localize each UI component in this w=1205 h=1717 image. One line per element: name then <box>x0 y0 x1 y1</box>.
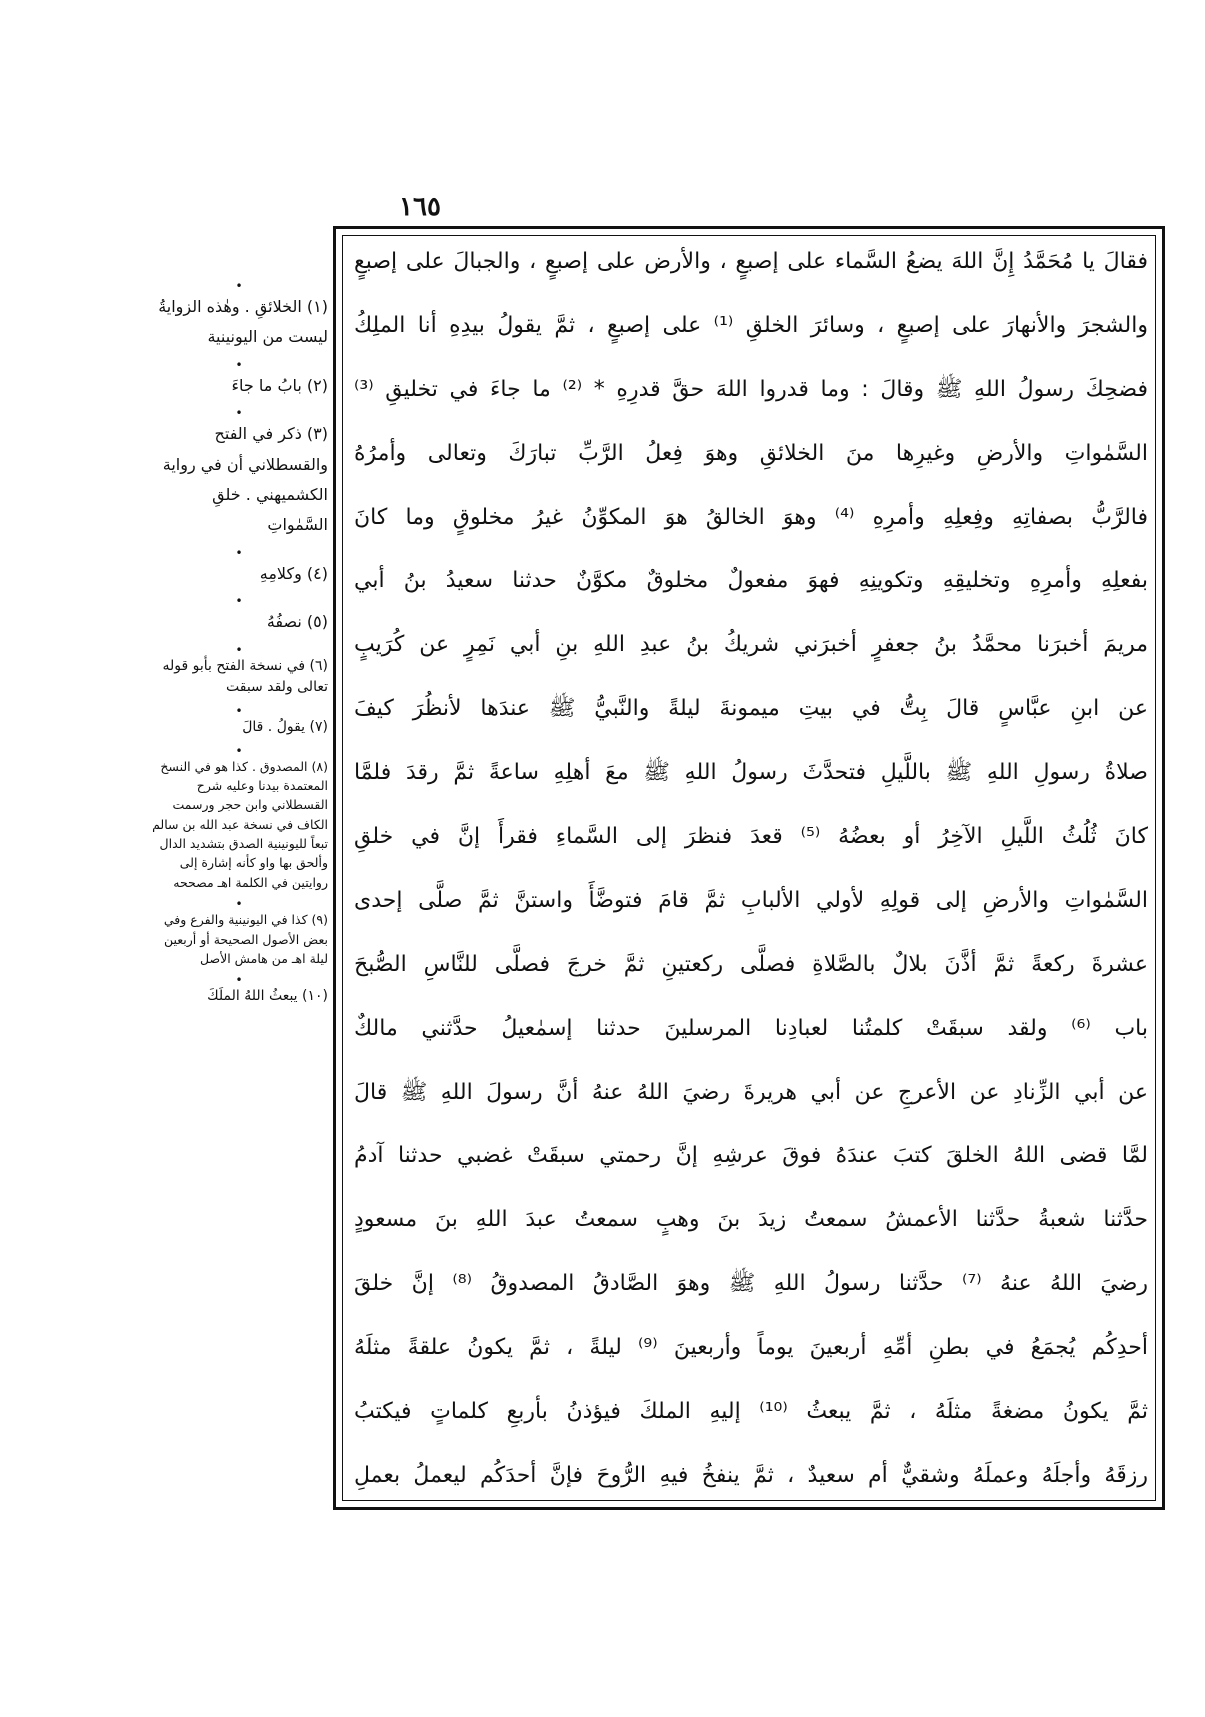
page-number: ١٦٥ <box>399 192 441 222</box>
note-separator-mark: • <box>235 973 243 988</box>
main-text-line-content: السَّمٰواتِ والأرضِ وغيرِها منَ الخلائقِ وهوَ فِعلُ الرَّبِّ تبارَكَ وتعالى وأمرُهُ <box>354 440 1148 466</box>
main-text-line <box>354 942 1148 988</box>
main-text-line-content: عن ابنِ عبَّاسٍ قالَ بِتُّ في بيتِ ميمونةَ ليلةً والنَّبيُّ ﷺ عندَها لأنظُرَ كيفَ <box>354 696 1148 722</box>
main-text-line-content: بفعلِهِ وأمرِهِ وتخليقِهِ وتكوينِهِ فهوَ مفعولٌ مخلوقٌ مكوَّنٌ حدثنا سعيدُ بنُ أبي <box>354 568 1148 594</box>
margin-note: (٨) المصدوق . كذا هو في النسخ المعتمدة بيدنا وعليه شرح القسطلاني وابن حجر ورسمت الكاف في نسخة عبد الله بن سالم تبعاً لليونينية الصدق بتشديد الدال وألحق بها واو كأنه إشارة إلى روايتين في الكلمة اهـ مصححه <box>152 758 328 890</box>
main-text-line-content: عشرةَ ركعةً ثمَّ أذَّنَ بلالٌ بالصَّلاةِ فصلَّى ركعتينِ ثمَّ خرجَ فصلَّى للنَّاسِ الصُّبحَ <box>354 951 1148 977</box>
main-text-line <box>354 1325 1148 1371</box>
main-text-line-content: مريمَ أخبرَنا محمَّدُ بنُ جعفرٍ أخبرَني شريكُ بنُ عبدِ اللهِ بنِ أبي نَمِرٍ عن كُرَيبٍ <box>354 632 1148 658</box>
main-text-line-content: فقالَ يا مُحَمَّدُ إِنَّ اللهَ يضعُ السَّماء على إصبعٍ ، والأرض على إصبعٍ ، والجبالَ على إصبعٍ <box>354 249 1148 274</box>
note-separator-mark: • <box>235 642 243 657</box>
note-separator-mark: • <box>235 357 243 372</box>
margin-notes <box>150 280 328 1014</box>
main-text-line-content: السَّمٰواتِ والأرضِ إلى قولِهِ لأولي الألبابِ ثمَّ قامَ فتوضَّأَ واستنَّ ثمَّ صلَّى إحدى <box>354 887 1148 913</box>
note-separator-mark: • <box>235 897 243 912</box>
main-text-block <box>354 239 1148 1499</box>
margin-note: (٤) وكلامِهِ <box>259 563 328 583</box>
note-separator-mark: • <box>235 703 243 718</box>
note-separator-mark: • <box>235 545 243 560</box>
main-text-line-content: رزقَهُ وأجلَهُ وعملَهُ وشقيٌّ أم سعيدٌ ، ثمَّ ينفخُ فيهِ الرُّوحَ فإنَّ أحدَكُم ليعملُ بعملِ <box>354 1462 1148 1488</box>
main-text-line-content: فالرَّبُّ بصفاتِهِ وفِعلِهِ وأمرِهِ ⁽⁴⁾ وهوَ الخالقُ هوَ المكوِّنُ غيرُ مخلوقٍ وما كانَ <box>354 504 1148 530</box>
margin-note: (٩) كذا في اليونينية والفرع وفي بعض الأصول الصحيحة أو أربعين ليلة اهـ من هامش الأصل <box>163 912 328 966</box>
main-text-line <box>354 1070 1148 1116</box>
main-text-line <box>354 1453 1148 1499</box>
main-text-line-content: صلاةُ رسولِ اللهِ ﷺ باللَّيلِ فتحدَّثَ رسولُ اللهِ ﷺ معَ أهلِهِ ساعةً ثمَّ رقدَ فلمَّا <box>354 760 1148 786</box>
margin-note: (٢) بابُ ما جاءَ <box>231 375 328 395</box>
main-text-line-content: أحدِكُم يُجمَعُ في بطنِ أمِّهِ أربعينَ يوماً وأربعينَ ⁽⁹⁾ ليلةً ، ثمَّ يكونُ علقةً مثلَهُ <box>354 1335 1148 1361</box>
main-text-line <box>354 1133 1148 1179</box>
main-text-line-content: كانَ ثُلُثُ اللَّيلِ الآخِرُ أو بعضُهُ ⁽⁵⁾ قعدَ فنظرَ إلى السَّماءِ فقرأَ إنَّ في خلقِ <box>354 824 1148 850</box>
margin-note: (١٠) يبعثُ اللهُ الملَكَ <box>207 988 328 1005</box>
main-text-line <box>354 1261 1148 1307</box>
main-text-line-content: باب ⁽⁶⁾ ولقد سبقَتْ كلمتُنا لعبادِنا المرسلينَ حدثنا إسمٰعيلُ حدَّثني مالكٌ <box>354 1015 1148 1041</box>
main-text-line <box>354 622 1148 668</box>
main-text-line <box>354 814 1148 860</box>
main-text-line <box>354 686 1148 732</box>
margin-note: (١) الخلائقِ . وهٰذه الزوايةُ ليست من اليونينية <box>158 297 328 347</box>
main-text-line <box>354 239 1148 285</box>
main-text-line <box>354 878 1148 924</box>
main-text-line-content: حدَّثنا شعبةُ حدَّثنا الأعمشُ سمعتُ زيدَ بنَ وهبٍ سمعتُ عبدَ اللهِ بنَ مسعودٍ <box>354 1207 1148 1233</box>
main-text-line <box>354 750 1148 796</box>
margin-note: (٣) ذكر في الفتح والقسطلاني أن في رواية الكشميهني . خلقِ السَّمٰواتِ <box>162 424 328 535</box>
main-text-line-content: رضيَ اللهُ عنهُ ⁽⁷⁾ حدَّثنا رسولُ اللهِ ﷺ وهوَ الصَّادقُ المصدوقُ ⁽⁸⁾ إنَّ خلقَ <box>354 1271 1148 1297</box>
note-separator-mark: • <box>235 279 243 293</box>
main-text-line <box>354 558 1148 604</box>
margin-note: (٦) في نسخة الفتح بأبو قوله تعالى ولقد سبقت <box>162 657 328 696</box>
main-text-line <box>354 367 1148 413</box>
main-text-line <box>354 1389 1148 1435</box>
note-separator-mark: • <box>235 594 243 609</box>
main-text-line-content: عن أبي الزِّنادِ عن الأعرجِ عن أبي هريرةَ رضيَ اللهُ عنهُ أنَّ رسولَ اللهِ ﷺ قالَ <box>354 1079 1148 1105</box>
margin-note: (٧) يقولُ . قالَ <box>242 718 328 735</box>
main-text-line <box>354 303 1148 349</box>
main-text-line-content: والشجرَ والأنهارَ على إصبعٍ ، وسائرَ الخلقِ ⁽¹⁾ على إصبعٍ ، ثمَّ يقولُ بيدِهِ أنا الملِكُ <box>354 312 1148 338</box>
main-text-line <box>354 1197 1148 1243</box>
main-text-line-content: فضحِكَ رسولُ اللهِ ﷺ وقالَ : وما قدروا اللهَ حقَّ قدرِهِ * ⁽²⁾ ما جاءَ في تخليقِ ⁽³⁾ <box>354 376 1148 402</box>
margin-note: (٥) نصفُهُ <box>266 612 328 632</box>
main-text-frame <box>333 226 1165 1510</box>
main-text-line <box>354 1006 1148 1052</box>
main-text-line-content: لمَّا قضى اللهُ الخلقَ كتبَ عندَهُ فوقَ عرشِهِ إنَّ رحمتي سبقَتْ غضبي حدثنا آدمُ <box>354 1143 1148 1169</box>
main-text-line-content: ثمَّ يكونُ مضغةً مثلَهُ ، ثمَّ يبعثُ ⁽¹⁰⁾ إليهِ الملكَ فيؤذنُ بأربعِ كلماتٍ فيكتبُ <box>354 1399 1148 1425</box>
main-text-line <box>354 495 1148 541</box>
note-separator-mark: • <box>235 406 243 421</box>
main-text-line <box>354 431 1148 477</box>
note-separator-mark: • <box>235 743 243 758</box>
